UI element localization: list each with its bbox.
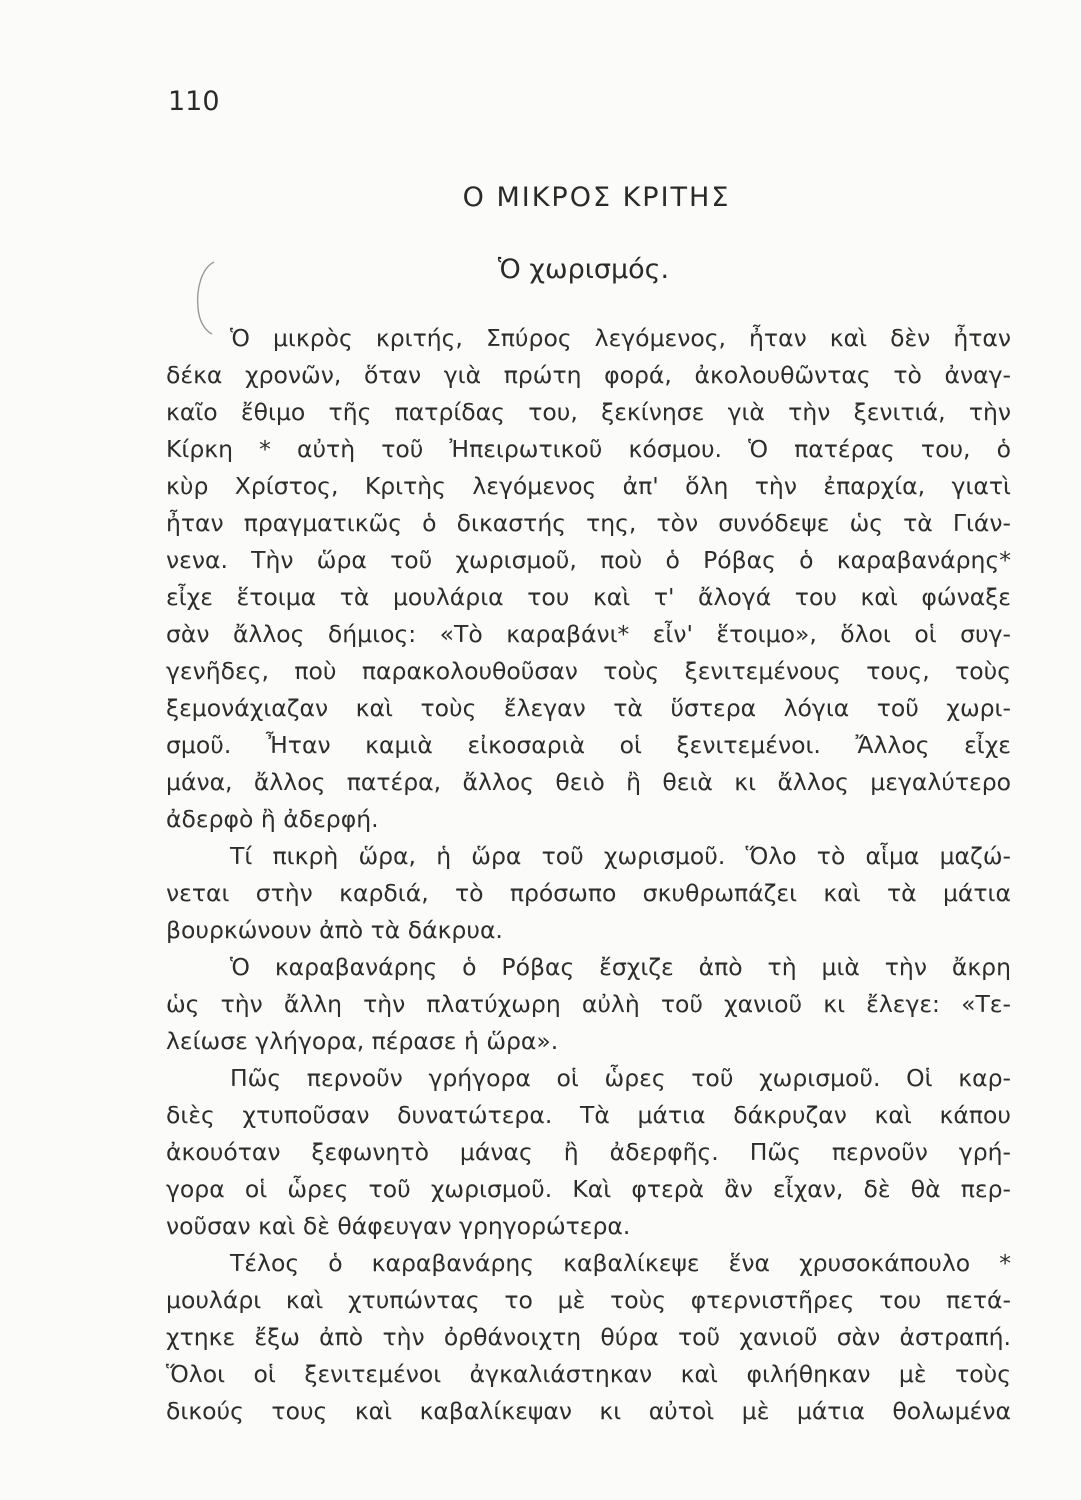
text-line: ἀκουόταν ξεφωνητὸ μάνας ἢ ἀδερφῆς. Πῶς περνοῦν γρή- bbox=[166, 1138, 1011, 1166]
text-line: ξεμονάχιαζαν καὶ τοὺς ἔλεγαν τὰ ὕστερα λόγια τοῦ χωρι- bbox=[166, 694, 1011, 722]
chapter-title: Ο ΜΙΚΡΟΣ ΚΡΙΤΗΣ bbox=[462, 182, 731, 213]
text-line: μάνα, ἄλλος πατέρα, ἄλλος θειὸ ἢ θειὰ κι ἄλλος μεγαλύτερο bbox=[166, 768, 1011, 796]
text-line: νεται στὴν καρδιά, τὸ πρόσωπο σκυθρωπάζει καὶ τὰ μάτια bbox=[166, 879, 1011, 907]
text-line: Ὅλοι οἱ ξενιτεμένοι ἀγκαλιάστηκαν καὶ φιλήθηκαν μὲ τοὺς bbox=[166, 1360, 1011, 1388]
text-line: δικούς τους καὶ καβαλίκεψαν κι αὐτοὶ μὲ μάτια θολωμένα bbox=[166, 1397, 1011, 1425]
text-line: λείωσε γλήγορα, πέρασε ἡ ὥρα». bbox=[166, 1027, 559, 1055]
text-line: Ὁ μικρὸς κριτής, Σπύρος λεγόμενος, ἦταν καὶ δὲν ἦταν bbox=[230, 324, 1011, 352]
text-line: δέκα χρονῶν, ὅταν γιὰ πρώτη φορά, ἀκολουθῶντας τὸ ἀναγ- bbox=[166, 361, 1011, 389]
text-line: Ὁ καραβανάρης ὁ Ρόβας ἔσχιζε ἀπὸ τὴ μιὰ τὴν ἄκρη bbox=[230, 953, 1011, 981]
text-line: ὡς τὴν ἄλλη τὴν πλατύχωρη αὐλὴ τοῦ χανιοῦ κι ἔλεγε: «Τε- bbox=[166, 990, 1011, 1018]
text-line: κὺρ Χρίστος, Κριτὴς λεγόμενος ἀπ' ὅλη τὴν ἐπαρχία, γιατὶ bbox=[166, 472, 1011, 500]
text-line: καῖο ἔθιμο τῆς πατρίδας του, ξεκίνησε γιὰ τὴν ξενιτιά, τὴν bbox=[166, 398, 1011, 426]
text-line: γορα οἱ ὧρες τοῦ χωρισμοῦ. Καὶ φτερὰ ἂν εἶχαν, δὲ θὰ περ- bbox=[166, 1175, 1011, 1203]
text-line: διὲς χτυποῦσαν δυνατώτερα. Τὰ μάτια δάκρυζαν καὶ κάπου bbox=[166, 1101, 1011, 1129]
section-subtitle: Ὁ χωρισμός. bbox=[497, 254, 670, 285]
text-line: ἀδερφὸ ἢ ἀδερφή. bbox=[166, 805, 379, 833]
text-line: Τέλος ὁ καραβανάρης καβαλίκεψε ἕνα χρυσοκάπουλο * bbox=[230, 1249, 1011, 1277]
body-text bbox=[166, 320, 1011, 1430]
text-line: νενα. Τὴν ὥρα τοῦ χωρισμοῦ, ποὺ ὁ Ρόβας ὁ καραβανάρης* bbox=[166, 546, 1011, 574]
text-line: σὰν ἄλλος δήμιος: «Τὸ καραβάνι* εἶν' ἕτοιμο», ὅλοι οἱ συγ- bbox=[166, 620, 1011, 648]
text-line: Τί πικρὴ ὥρα, ἡ ὥρα τοῦ χωρισμοῦ. Ὅλο τὸ αἷμα μαζώ- bbox=[230, 842, 1011, 870]
text-line: νοῦσαν καὶ δὲ θάφευγαν γρηγορώτερα. bbox=[166, 1212, 631, 1240]
text-line: σμοῦ. Ἦταν καμιὰ εἰκοσαριὰ οἱ ξενιτεμένοι. Ἄλλος εἶχε bbox=[166, 731, 1011, 759]
text-line: ἦταν πραγματικῶς ὁ δικαστής της, τὸν συνόδεψε ὡς τὰ Γιάν- bbox=[166, 509, 1011, 537]
page-number: 110 bbox=[168, 86, 220, 117]
text-line: χτηκε ἔξω ἀπὸ τὴν ὀρθάνοιχτη θύρα τοῦ χανιοῦ σὰν ἀστραπή. bbox=[166, 1323, 1011, 1351]
text-line: βουρκώνουν ἀπὸ τὰ δάκρυα. bbox=[166, 916, 503, 944]
text-line: εἶχε ἕτοιμα τὰ μουλάρια του καὶ τ' ἄλογά του καὶ φώναξε bbox=[166, 583, 1011, 611]
text-line: Κίρκη * αὐτὴ τοῦ Ἠπειρωτικοῦ κόσμου. Ὁ πατέρας του, ὁ bbox=[166, 435, 1011, 463]
text-line: μουλάρι καὶ χτυπώντας το μὲ τοὺς φτερνιστῆρες του πετά- bbox=[166, 1286, 1011, 1314]
text-line: Πῶς περνοῦν γρήγορα οἱ ὧρες τοῦ χωρισμοῦ. Οἱ καρ- bbox=[230, 1064, 1011, 1092]
text-line: γενῆδες, ποὺ παρακολουθοῦσαν τοὺς ξενιτεμένους τους, τοὺς bbox=[166, 657, 1011, 685]
